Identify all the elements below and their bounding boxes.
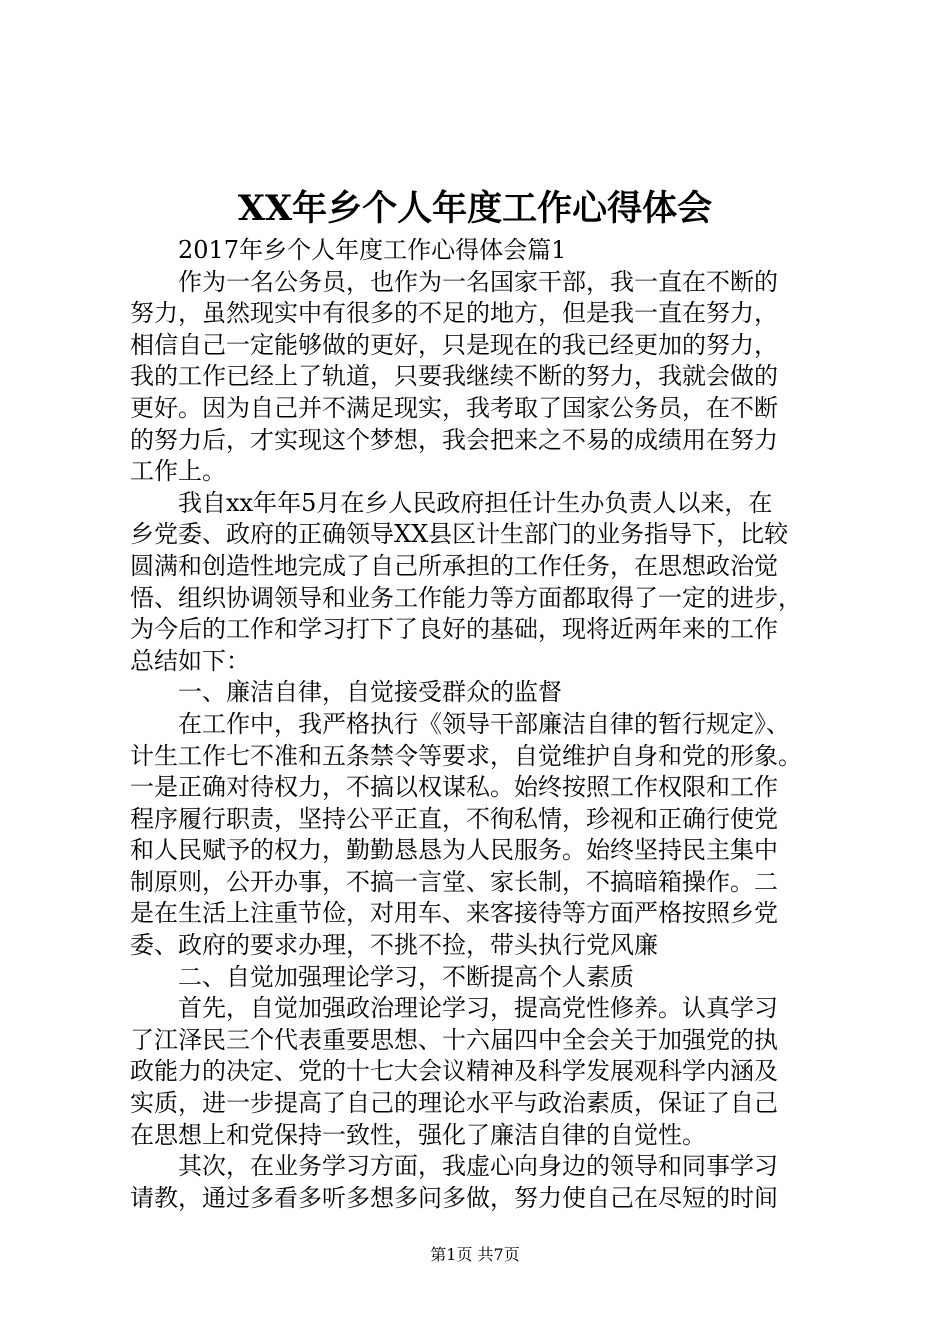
document-title: XX年乡个人年度工作心得体会 [237,188,713,229]
page-footer: 第1页 共7页 [430,1245,520,1264]
text-line: 2017年乡个人年度工作心得体会篇1 [178,236,567,264]
text-line: 更好。因为自己并不满足现实，我考取了国家公务员，在不断 [130,393,778,422]
text-line: 在思想上和党保持一致性，强化了廉洁自律的自觉性。 [130,1120,706,1149]
text-line: 和人民赋予的权力，勤勤恳恳为人民服务。始终坚持民主集中 [130,836,778,865]
text-line: 一、廉洁自律，自觉接受群众的监督 [178,678,562,707]
text-line: 首先，自觉加强政治理论学习，提高党性修养。认真学习 [178,994,778,1023]
text-line: 其次，在业务学习方面，我虚心向身边的领导和同事学习 [178,1152,778,1181]
text-line: 我的工作已经上了轨道，只要我继续不断的努力，我就会做的 [130,362,778,391]
text-line: 乡党委、政府的正确领导XX县区计生部门的业务指导下，比较 [130,520,789,549]
text-line: 程序履行职责，坚持公平正直，不徇私情，珍视和正确行使党 [130,804,778,833]
text-line: 为今后的工作和学习打下了良好的基础，现将近两年来的工作 [130,615,778,644]
text-line: 相信自己一定能够做的更好，只是现在的我已经更加的努力， [130,330,778,359]
text-line: 政能力的决定、党的十七大会议精神及科学发展观科学内涵及 [130,1057,778,1086]
text-line: 圆满和创造性地完成了自己所承担的工作任务，在思想政治觉 [130,551,778,580]
text-line: 悟、组织协调领导和业务工作能力等方面都取得了一定的进步， [130,583,802,612]
text-line: 实质，进一步提高了自己的理论水平与政治素质，保证了自己 [130,1089,778,1118]
text-line: 计生工作七不准和五条禁令等要求，自觉维护自身和党的形象。 [130,741,802,770]
text-line: 的努力后，才实现这个梦想，我会把来之不易的成绩用在努力 [130,425,778,454]
text-line: 努力，虽然现实中有很多的不足的地方，但是我一直在努力， [130,299,778,328]
text-line: 总结如下： [130,646,250,675]
text-line: 二、自觉加强理论学习，不断提高个人素质 [178,962,634,991]
text-line: 在工作中，我严格执行《领导干部廉洁自律的暂行规定》、 [178,709,790,738]
text-line: 了江泽民三个代表重要思想、十六届四中全会关于加强党的执 [130,1025,778,1054]
text-line: 一是正确对待权力，不搞以权谋私。始终按照工作权限和工作 [130,773,778,802]
text-line: 我自xx年年5月在乡人民政府担任计生办负责人以来，在 [178,488,773,517]
text-line: 作为一名公务员，也作为一名国家干部，我一直在不断的 [178,267,778,296]
text-line: 制原则，公开办事，不搞一言堂、家长制，不搞暗箱操作。二 [130,867,778,896]
text-line: 是在生活上注重节俭，对用车、来客接待等方面严格按照乡党 [130,899,778,928]
document-body [130,235,840,1214]
text-line: 工作上。 [130,457,226,486]
text-line: 委、政府的要求办理，不挑不捡，带头执行党风廉 [130,931,658,960]
text-line: 请教，通过多看多听多想多问多做，努力使自己在尽短的时间 [130,1183,778,1212]
